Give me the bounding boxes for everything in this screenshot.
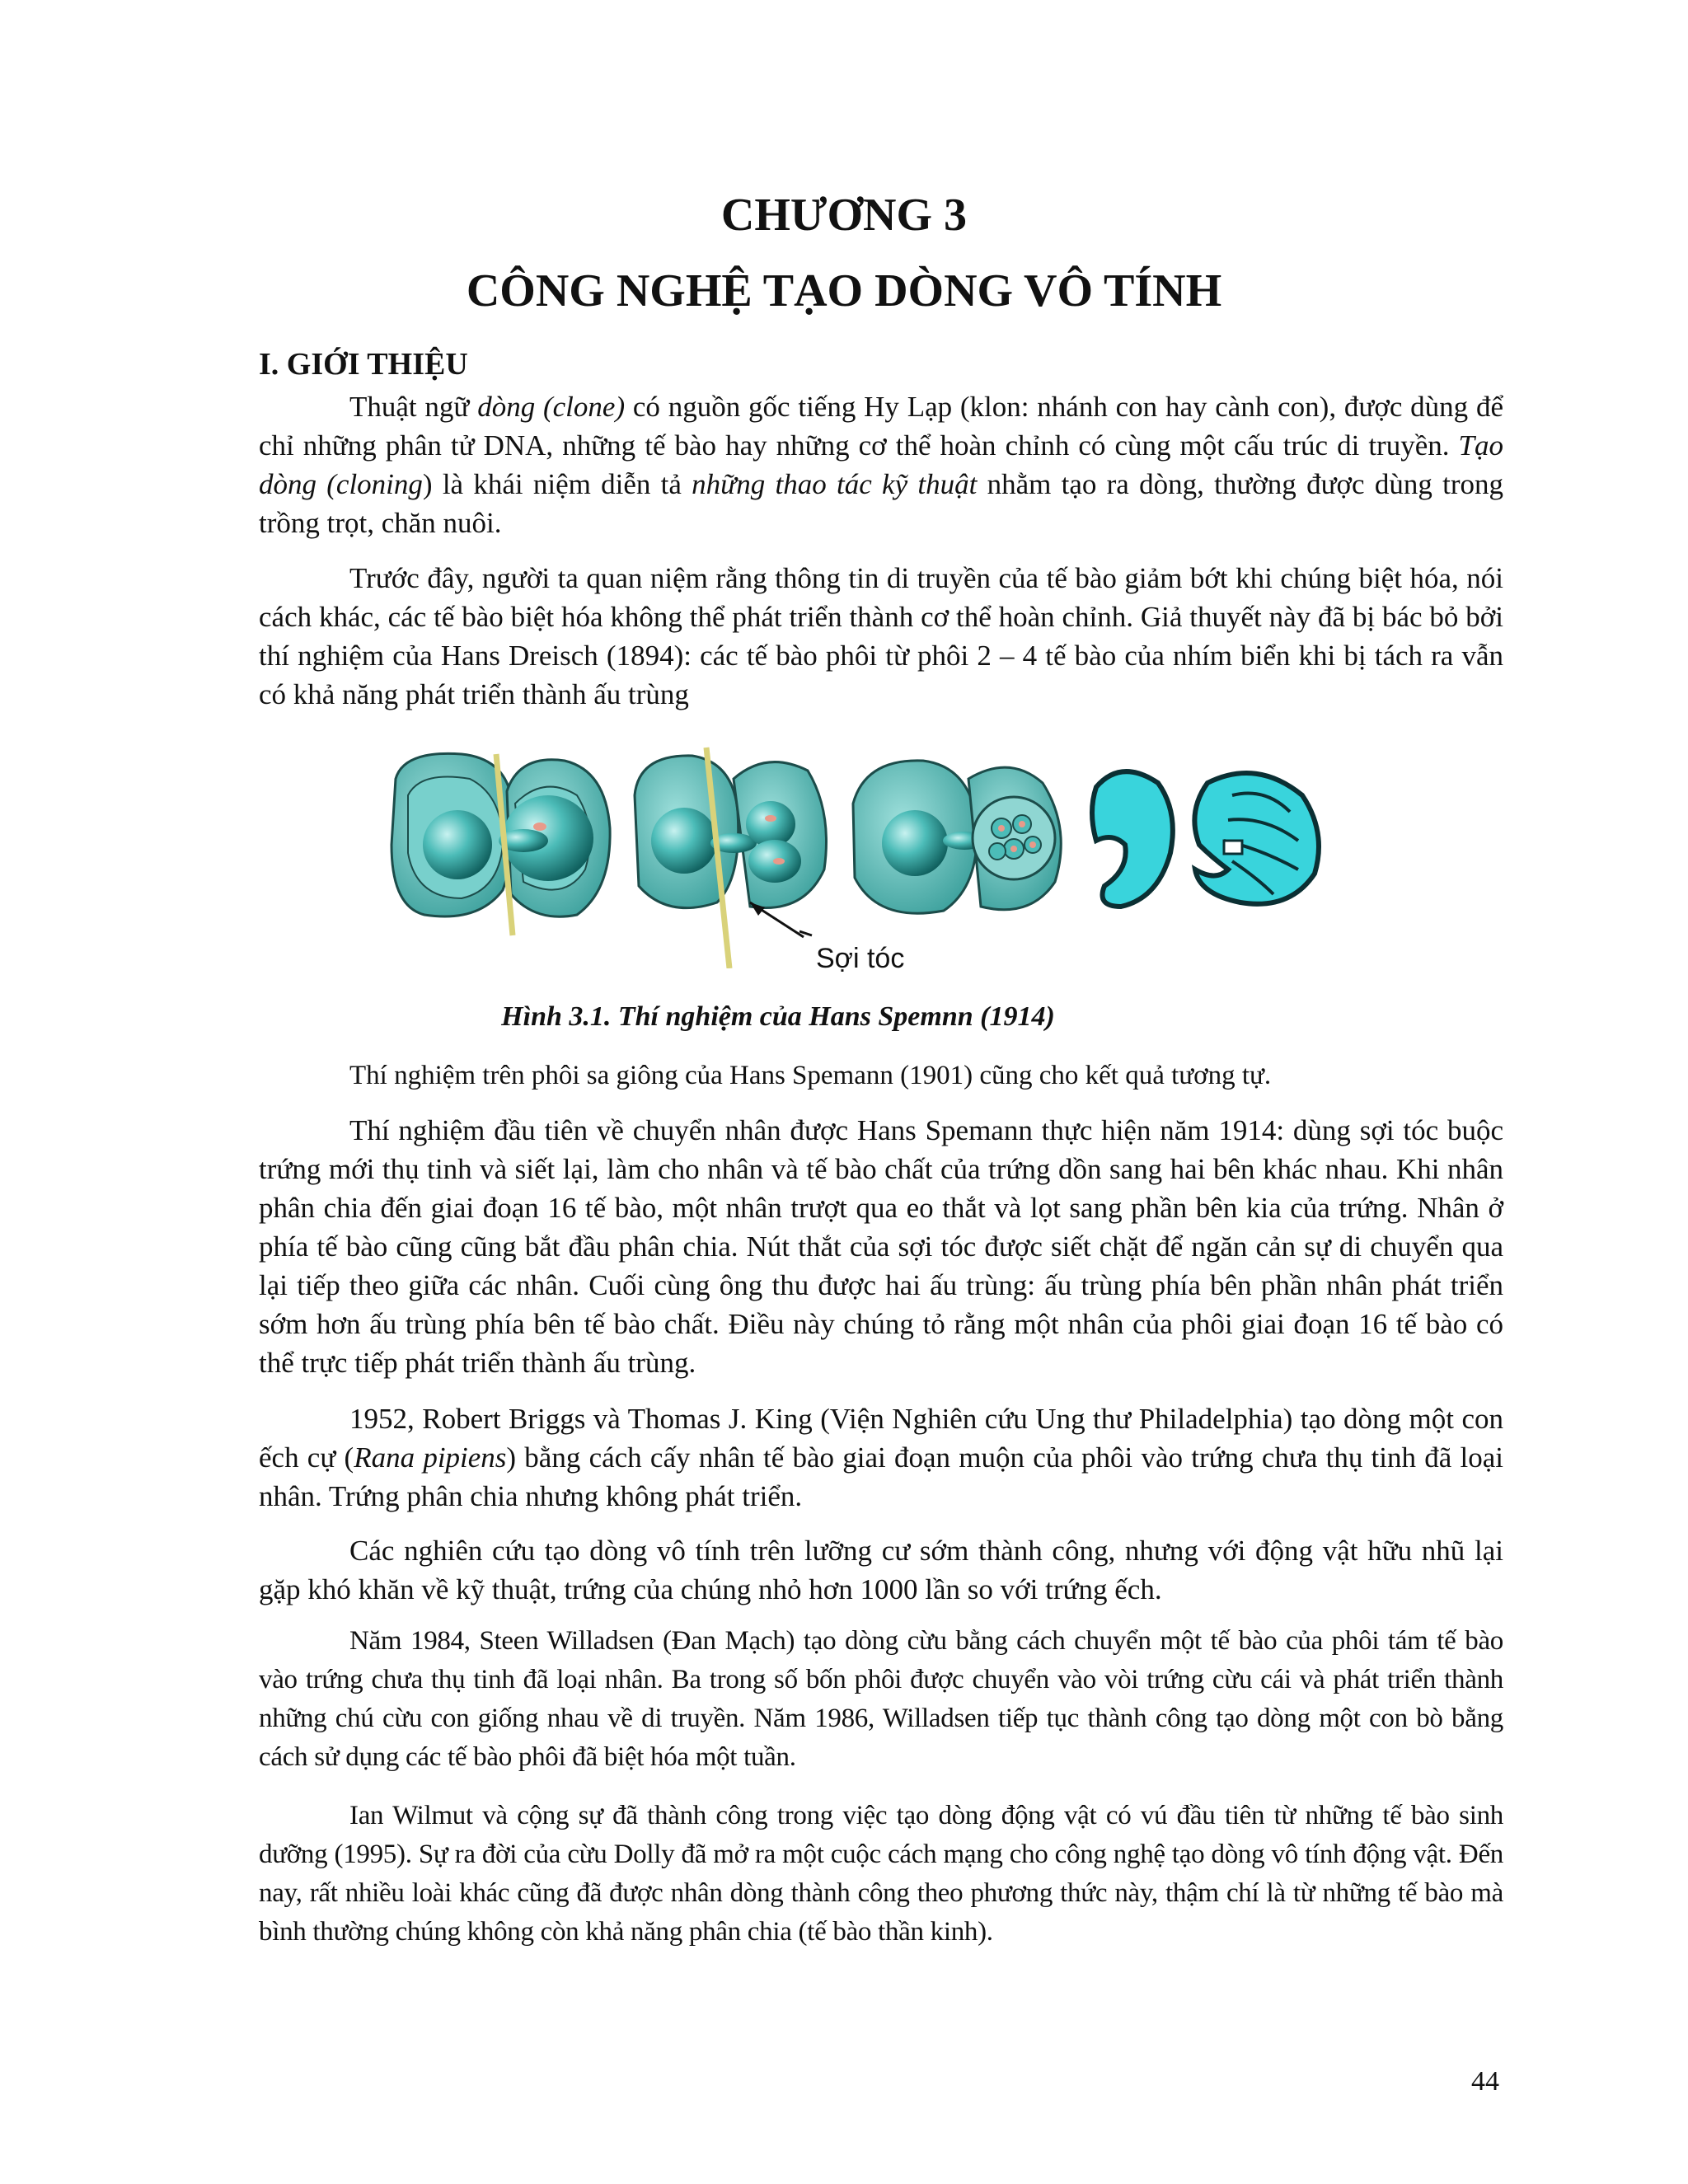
section-heading: I. GIỚI THIỆU — [259, 347, 468, 382]
spemann-illustration — [387, 746, 1327, 968]
figure-caption: Hình 3.1. Thí nghiệm của Hans Spemnn (1914) — [501, 1001, 1055, 1032]
paragraph-willadsen: Năm 1984, Steen Willadsen (Đan Mạch) tạo dòng cừu bằng cách chuyển một tế bào của phôi tám tế bào vào trứng chưa thụ tinh đã loại nhân. Ba trong số bốn phôi được chuyển vào vòi trứng cừu cái và phát triển thành những chú cừu con giống nhau về di truyền. Năm 1986, Willadsen tiếp tục thành công tạo dòng một con bò bằng cách sử dụng các tế bào phôi đã biệt hóa một tuần. — [259, 1626, 1503, 1772]
paragraph-briggs-king: 1952, Robert Briggs và Thomas J. King (Viện Nghiên cứu Ung thư Philadelphia) tạo dòng một con ếch cự (Rana pipiens) bằng cách cấy nhân tế bào giai đoạn muộn của phôi vào trứng chưa thụ tinh đã loại nhân. Trứng phân chia nhưng không phát triển. — [259, 1403, 1503, 1512]
page-number: 44 — [1471, 2066, 1499, 2097]
embryo-stage-3 — [853, 761, 1061, 913]
paragraph-intro: Thuật ngữ dòng (clone) có nguồn gốc tiếng Hy Lạp (klon: nhánh con hay cành con), được dùng để chỉ những phân tử DNA, những tế bào hay những cơ thể hoàn chỉnh có cùng một cấu trúc di truyền. Tạo dòng (cloning) là khái niệm diễn tả những thao tác kỹ thuật nhằm tạo ra dòng, thường được dùng trong trồng trọt, chăn nuôi. — [259, 391, 1504, 539]
chapter-number-title: CHƯƠNG 3 — [720, 190, 968, 241]
chapter-title: CÔNG NGHỆ TẠO DÒNG VÔ TÍNH — [466, 265, 1222, 316]
paragraph-newt: Thí nghiệm trên phôi sa giông của Hans Spemann (1901) cũng cho kết quả tương tự. — [349, 1061, 1272, 1090]
embryo-stage-2 — [635, 748, 827, 968]
embryo-stage-1 — [392, 753, 610, 935]
paragraph-mammals: Các nghiên cứu tạo dòng vô tính trên lưỡng cư sớm thành công, nhưng với động vật hữu nhũ lại gặp khó khăn về kỹ thuật, trứng của chúng nhỏ hơn 1000 lần so với trứng ếch. — [259, 1535, 1503, 1605]
paragraph-dreisch: Trước đây, người ta quan niệm rằng thông tin di truyền của tế bào giảm bớt khi chúng biệt hóa, nói cách khác, các tế bào biệt hóa không thể phát triển thành cơ thể hoàn chỉnh. Giả thuyết này đã bị bác bỏ bởi thí nghiệm của Hans Dreisch (1894): các tế bào phôi từ phôi 2 – 4 tế bào của nhím biển khi bị tách ra vẫn có khả năng phát triển thành ấu trùng — [259, 562, 1503, 710]
hair-label: Sợi tóc — [816, 943, 905, 974]
spemann-figure — [387, 746, 1327, 968]
paragraph-spemann-1914: Thí nghiệm đầu tiên về chuyển nhân được Hans Spemann thực hiện năm 1914: dùng sợi tóc buộc trứng mới thụ tinh và siết lại, làm cho nhân và tế bào chất của trứng dồn sang hai bên khác nhau. Khi nhân phân chia đến giai đoạn 16 tế bào, một nhân trượt qua eo thắt và lọt sang phần bên kia của trứng. Nhân ở phía tế bào cũng cũng bắt đầu phân chia. Nút thắt của sợi tóc được siết chặt để ngăn cản sự di chuyển qua lại tiếp theo giữa các nhân. Cuối cùng ông thu được hai ấu trùng: ấu trùng phía bên phần nhân phát triển sớm hơn ấu trùng phía bên tế bào chất. Điều này chúng tỏ rằng một nhân của phôi giai đoạn 16 tế bào có thể trực tiếp phát triển thành ấu trùng. — [259, 1114, 1503, 1379]
larva-1 — [1092, 771, 1173, 907]
larva-2 — [1194, 773, 1319, 904]
paragraph-wilmut: Ian Wilmut và cộng sự đã thành công trong việc tạo dòng động vật có vú đầu tiên từ những tế bào sinh dưỡng (1995). Sự ra đời của cừu Dolly đã mở ra một cuộc cách mạng cho công nghệ tạo dòng vô tính động vật. Đến nay, rất nhiều loài khác cũng đã được nhân dòng thành công theo phương thức này, thậm chí là từ những tế bào mà bình thường chúng không còn khả năng phân chia (tế bào thần kinh). — [259, 1801, 1503, 1947]
